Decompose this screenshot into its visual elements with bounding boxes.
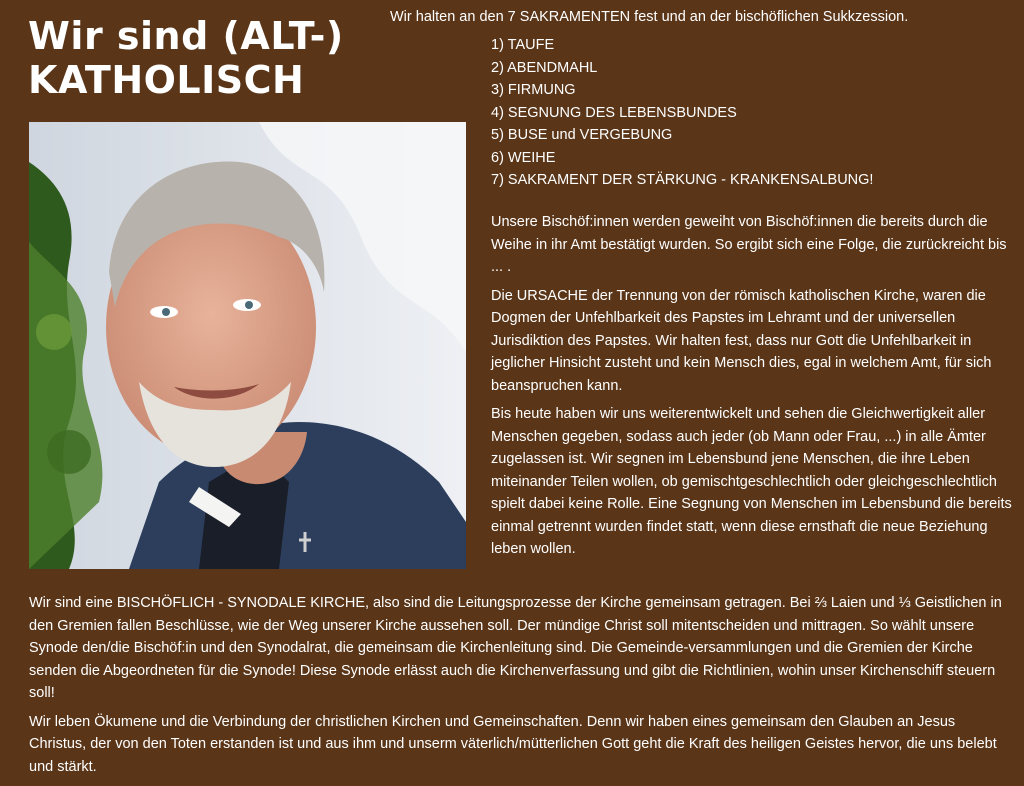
paragraph-synodal: Wir sind eine BISCHÖFLICH - SYNODALE KIRCHE, also sind die Leitungsprozesse der Kirche gemeinsam getragen. Bei ⅔ Laien und ⅓ Geistlichen in den Gremien fallen Beschlüsse, wie der Weg unserer Kirche aussehen soll. Der mündige Christ soll mitentscheiden und mittragen. So wählt unsere Synode den/die Bischöf:in und den Synodalrat, die gemeinsam die Kirchenleitung sind. Die Gemeinde-versammlungen und die Gremien der Kirche senden die Abgeordneten für die Synode! Diese Synode erlässt auch die Kirchenverfassung und gibt die Richtlinien, wohin unser Kirchenschiff steuern soll! <box>29 595 1002 701</box>
bottom-text <box>29 592 1004 784</box>
paragraph-ecumenism: Wir leben Ökumene und die Verbindung der christlichen Kirchen und Gemeinschaften. Denn wir haben eines gemeinsam den Glauben an Jesus Christus, der von den Toten erstanden ist und aus ihm und unserm väterlich/mütterlichen Gott geht die Kraft des heiligen Geistes hervor, die uns belebt und stärkt. <box>29 713 997 775</box>
page-title <box>28 14 378 102</box>
paragraph-cause: Die URSACHE der Trennung von der römisch katholischen Kirche, waren die Dogmen der Unfehlbarkeit des Papstes im Lehramt und der universellen Jurisdiktion des Papstes. Wir halten fest, dass nur Gott die Unfehlbarkeit in jeglicher Hinsicht zusteht und kein Mensch dies, egal in welchem Amt, für sich beanspruchen kann. <box>491 287 992 394</box>
title-line-1: Wir sind (ALT-) <box>28 14 344 58</box>
list-item: 5) BUSE und VERGEBUNG <box>491 127 673 143</box>
list-item: 3) FIRMUNG <box>491 82 576 98</box>
paragraph-bishops: Unsere Bischöf:innen werden geweiht von Bischöf:innen die bereits durch die Weihe in ihr Amt bestätigt wurden. So ergibt sich eine Folge, die zurückreicht bis ... . <box>491 214 1007 275</box>
right-column-text <box>491 211 1017 567</box>
list-item: 6) WEIHE <box>491 149 556 166</box>
portrait-photo <box>29 122 466 569</box>
list-item: 2) ABENDMAHL <box>491 59 598 76</box>
title-line-2: KATHOLISCH <box>28 58 305 102</box>
list-item: 1) TAUFE <box>491 37 555 53</box>
list-item: 4) SEGNUNG DES LEBENSBUNDES <box>491 104 737 121</box>
sacraments-intro: Wir halten an den 7 SAKRAMENTEN fest und an der bischöflichen Sukkzession. <box>390 9 909 25</box>
list-item: 7) SAKRAMENT DER STÄRKUNG - KRANKENSALBUNG! <box>491 172 874 188</box>
sacraments-list <box>491 34 1011 192</box>
paragraph-equality: Bis heute haben wir uns weiterentwickelt und sehen die Gleichwertigkeit aller Menschen gegeben, sodass auch jeder (ob Mann oder Frau, ...) in alle Ämter zugelassen ist. Wir segnen im Lebensbund jene Menschen, die ihre Leben miteinander Teilen wollen, ob gemischtgeschlechtlich oder gleichgeschlechtlich spielt dabei keine Rolle. Eine Segnung von Menschen im Lebensbund die bereits einmal getrennt wurden findet statt, wenn diese ernsthaft die neue Beziehung leben wollen. <box>491 406 1012 557</box>
